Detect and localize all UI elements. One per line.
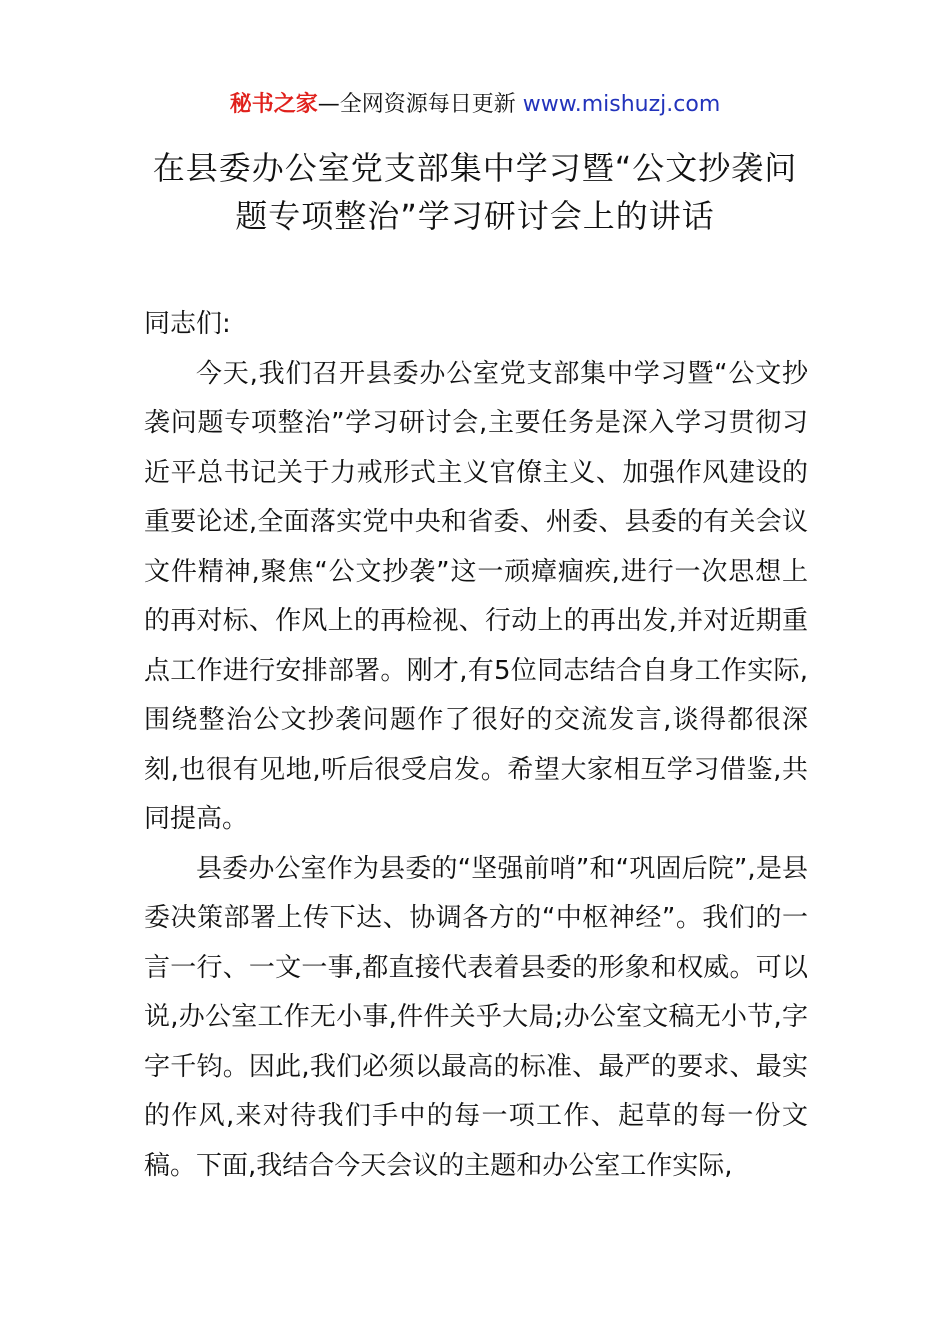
salutation: 同志们: — [144, 309, 231, 339]
paragraph-2: 县委办公室作为县委的“坚强前哨”和“巩固后院”,是县委决策部署上传下达、协调各方的“中枢神经”。我们的一言一行、一文一事,都直接代表着县委的形象和权威。可以说,办公室工作无小事,件件关乎大局;办公室文稿无小节,字字千钧。因此,我们必须以最高的标准、最严的要求、最实的作风,来对待我们手中的每一项工作、起草的每一份文稿。下面,我结合今天会议的主题和办公室工作实际, — [144, 853, 808, 1181]
paragraph-1: 今天,我们召开县委办公室党支部集中学习暨“公文抄袭问题专项整治”学习研讨会,主要任务是深入学习贯彻习近平总书记关于力戒形式主义官僚主义、加强作风建设的重要论述,全面落实党中央和省委、州委、县委的有关会议文件精神,聚焦“公文抄袭”这一顽瘴痼疾,进行一次思想上的再对标、作风上的再检视、行动上的再出发,并对近期重点工作进行安排部署。刚才,有5位同志结合自身工作实际,围绕整治公文抄袭问题作了很好的交流发言,谈得都很深刻,也很有见地,听后很受启发。希望大家相互学习借鉴,共同提高。 — [144, 358, 808, 834]
title-line-1: 在县委办公室党支部集中学习暨“公文抄袭问 — [152, 149, 798, 187]
site-header — [0, 88, 950, 122]
document-body — [144, 300, 808, 1191]
brand-name: 秘书之家 — [229, 92, 318, 117]
title-line-2: 题专项整治”学习研讨会上的讲话 — [235, 197, 715, 235]
document-title — [140, 144, 810, 240]
header-tagline: —全网资源每日更新 — [317, 92, 523, 117]
header-url-link[interactable]: www.mishuzj.com — [522, 92, 721, 117]
